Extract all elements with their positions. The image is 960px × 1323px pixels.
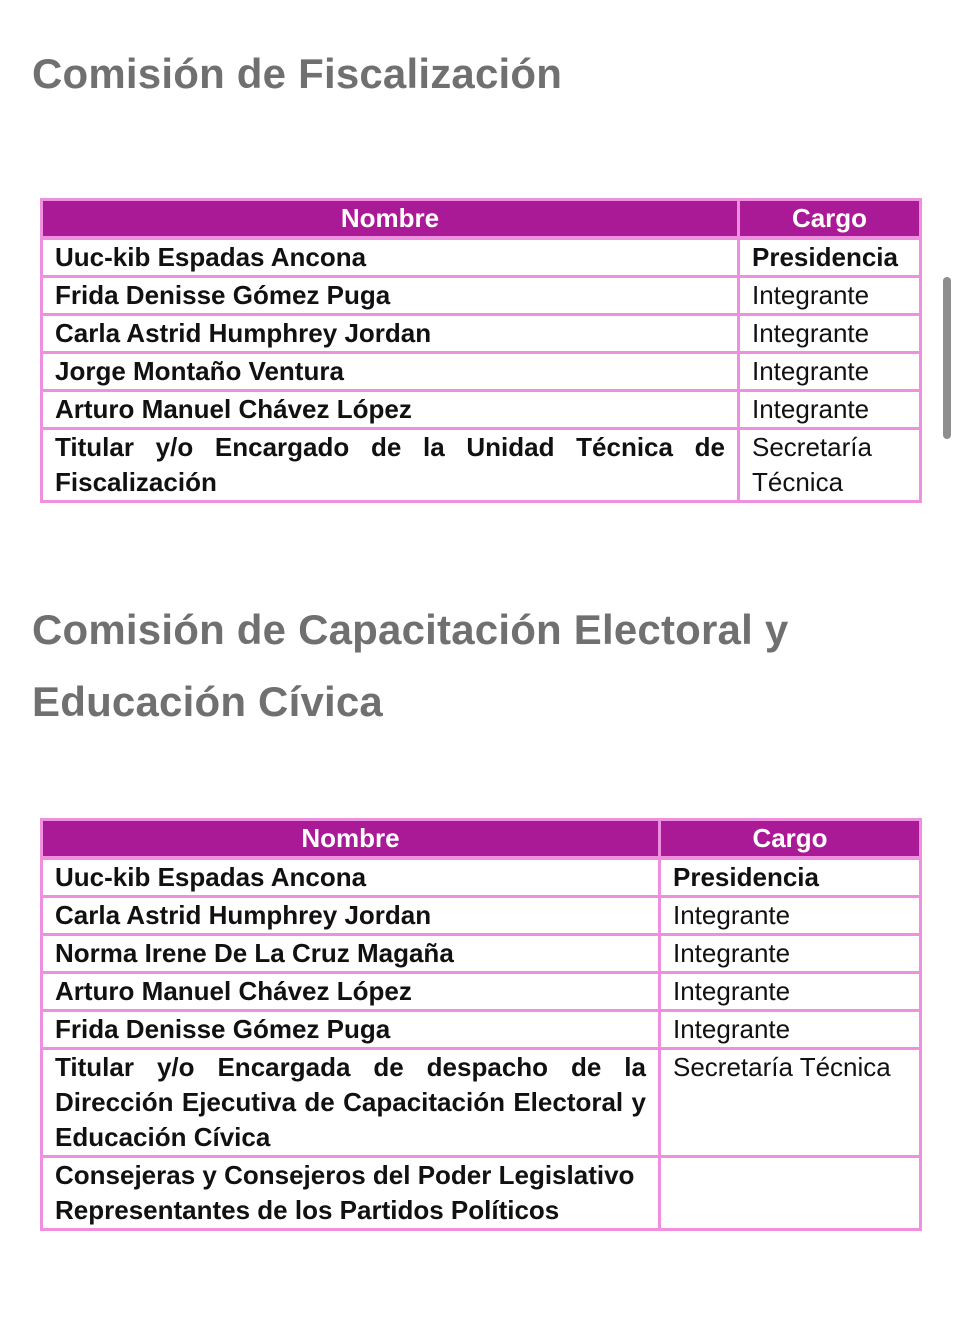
member-name-line: Representantes de los Partidos Políticos bbox=[55, 1195, 560, 1225]
table-header-row bbox=[42, 200, 921, 239]
member-role: Integrante bbox=[739, 315, 921, 353]
table-row bbox=[42, 1157, 921, 1230]
member-name: Arturo Manuel Chávez López bbox=[42, 973, 660, 1011]
column-header-name: Nombre bbox=[42, 200, 739, 239]
table-row bbox=[42, 858, 921, 897]
column-header-name: Nombre bbox=[42, 820, 660, 859]
member-name bbox=[42, 1157, 660, 1230]
table-row bbox=[42, 973, 921, 1011]
table-row bbox=[42, 897, 921, 935]
member-role: Integrante bbox=[660, 897, 921, 935]
member-name: Arturo Manuel Chávez López bbox=[42, 391, 739, 429]
member-role: Secretaría Técnica bbox=[660, 1049, 921, 1157]
column-header-role: Cargo bbox=[660, 820, 921, 859]
member-name: Frida Denisse Gómez Puga bbox=[42, 1011, 660, 1049]
member-role: Integrante bbox=[660, 935, 921, 973]
member-role: Integrante bbox=[739, 391, 921, 429]
member-role: Integrante bbox=[739, 353, 921, 391]
member-name: Uuc-kib Espadas Ancona bbox=[42, 858, 660, 897]
member-name: Carla Astrid Humphrey Jordan bbox=[42, 897, 660, 935]
member-role: Presidencia bbox=[660, 858, 921, 897]
member-role bbox=[660, 1157, 921, 1230]
table-row bbox=[42, 429, 921, 502]
member-name: Frida Denisse Gómez Puga bbox=[42, 277, 739, 315]
member-role: Presidencia bbox=[739, 238, 921, 277]
section-title-capacitacion: Comisión de Capacitación Electoral y Educación Cívica bbox=[32, 606, 789, 725]
table-row bbox=[42, 238, 921, 277]
table-row bbox=[42, 353, 921, 391]
member-name: Uuc-kib Espadas Ancona bbox=[42, 238, 739, 277]
section-title-fiscalizacion: Comisión de Fiscalización bbox=[32, 50, 563, 97]
column-header-role: Cargo bbox=[739, 200, 921, 239]
table-row bbox=[42, 1011, 921, 1049]
member-name: Carla Astrid Humphrey Jordan bbox=[42, 315, 739, 353]
member-role: Integrante bbox=[660, 1011, 921, 1049]
table-row bbox=[42, 1049, 921, 1157]
table-row bbox=[42, 935, 921, 973]
scrollbar-thumb[interactable] bbox=[943, 277, 951, 439]
member-name-line: Consejeras y Consejeros del Poder Legislativo bbox=[55, 1160, 635, 1190]
committee-table-capacitacion bbox=[40, 818, 922, 1231]
member-name: Titular y/o Encargada de despacho de la Dirección Ejecutiva de Capacitación Electoral y Educación Cívica bbox=[42, 1049, 660, 1157]
member-name: Titular y/o Encargado de la Unidad Técnica de Fiscalización bbox=[42, 429, 739, 502]
member-role: Integrante bbox=[739, 277, 921, 315]
committee-table-fiscalizacion bbox=[40, 198, 922, 503]
member-role: Secretaría Técnica bbox=[739, 429, 921, 502]
table-header-row bbox=[42, 820, 921, 859]
table-row bbox=[42, 391, 921, 429]
member-name: Jorge Montaño Ventura bbox=[42, 353, 739, 391]
member-role: Integrante bbox=[660, 973, 921, 1011]
table-row bbox=[42, 315, 921, 353]
table-row bbox=[42, 277, 921, 315]
member-name: Norma Irene De La Cruz Magaña bbox=[42, 935, 660, 973]
